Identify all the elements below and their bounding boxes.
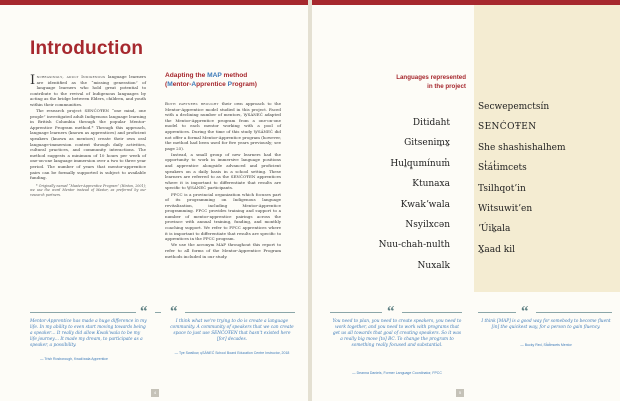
intro-column xyxy=(30,74,146,198)
language-name: Ditidaht xyxy=(412,118,450,128)
quote-rule xyxy=(185,312,295,313)
language-name: Kwakʼwala xyxy=(400,199,450,210)
map-paragraph-1 xyxy=(165,101,281,151)
quote-rule xyxy=(536,312,612,313)
quote-mark-icon: “ xyxy=(521,304,529,320)
subhead-text: pprentice xyxy=(196,80,228,88)
language-list-1 xyxy=(330,113,450,276)
map-paragraph-2: Instead, a small group of new learners had the opportunity to work in immersive language positions and apprentice alongside advanced and proficient speakers on a daily basis in a school setting. These learners are referred to as the SENĆOŦEN apprentices where it is important to differentiate that results are specific to W̱SÁNEĆ participants. xyxy=(165,151,281,191)
language-name: ʼÚiḵala xyxy=(478,224,511,235)
quote-attribution: — Tye Swallow, ųSÁNEĆ School Board Education Centre Instructor, 2018 xyxy=(174,351,290,355)
language-name: She shashishalhem xyxy=(478,142,566,153)
map-text-1: their own approach to the Mentor-Apprentice model studied in this project. Faced with a declining number of mentors, W̱SÁNEĆ adapted the Mentor-Apprentice program from a one-on-one model to each mentor working with a pool of apprentices. During the time of this study W̱SÁNEĆ did not offer a formal Mentor-Apprentice program (however, the method had been used for five years previously; see page 25). xyxy=(165,101,281,151)
language-name: St̓át̓imcets xyxy=(478,163,527,174)
pull-quote: You need to plan, you need to create speakers, you need to work together, and you need to work with programs that get us all towards that goal of creating speakers. So it was a really big move [to] BC. To change the program to something really focused and substantial. xyxy=(332,319,462,349)
subhead-text: Adapting the xyxy=(165,72,208,79)
map-paragraph-4: We use the acronym MAP throughout this report to refer to all forms of the Mentor-Apprentice Program methods included in our study. xyxy=(165,242,281,259)
language-name: Tsilhqot’in xyxy=(478,183,526,194)
language-name: Gitsenim̱x̱ xyxy=(404,138,450,149)
language-name: Nsyilxcən xyxy=(405,219,450,230)
page-number: 4 xyxy=(151,389,159,397)
subhead-text: method xyxy=(221,72,248,79)
map-method-column xyxy=(165,101,281,260)
intro-text-1: language learners are identified as the “missing generation” of language learners who hold great potential to contribute to the revival of Indigenous languages by acting as the bridge between Elders, children, and youth within their communities. xyxy=(30,74,147,107)
footnote: * Originally named “Master-Apprentice Program” (Hinton, 2001); we use the word Mentor instead of Master, as preferred by our research partners. xyxy=(30,183,146,197)
languages-heading-line-1: Languages represented xyxy=(396,74,466,81)
pull-quote: Mentor-Apprentice has made a huge difference in my life. In my ability to even start moving towards being a speaker… It really did allow Kwak'wala to be my life journey… It made my dream, to participate as a speaker, a possibility. xyxy=(30,319,147,349)
language-name: Nuu-chah-nulth xyxy=(378,240,450,251)
page-number: 5 xyxy=(456,389,464,397)
pull-quote: I think [MAP] is a good way for somebody to become fluent [in] the quickest way, for a person to gain fluency. xyxy=(481,319,611,331)
quote-rule xyxy=(402,312,462,313)
subhead-text: entor- xyxy=(172,80,192,88)
subhead-paren: ( xyxy=(165,80,168,88)
intro-paragraph-2: The research project SENĆOŦEN “one mind, one people” investigated adult Indigenous language learning in British Columbia through the popular Mentor-Apprentice Program method.* Through this approach, language learners (known as apprentices) and proficient speakers (known as mentors) create their own oral language-immersion context through daily activities, cultural practices, and community interactions. The method suggests a minimum of 10 hours per week of one-on-one language immersion over a two to three year period. The number of years that mentor-apprentice pairs can be formally supported is subject to available funding. xyxy=(30,108,146,181)
intro-paragraph-1 xyxy=(30,74,146,108)
pull-quote: I think what we're trying to do is create a language community. A community of speakers that we can create space to just use SENĆOŦEN that hasn't existed here [for] decades. xyxy=(170,319,294,343)
language-name: SENĆOŦEN xyxy=(478,122,537,133)
language-name: Secwepemctsín xyxy=(478,102,550,112)
quote-attribution: — Deanna Daniels, Former Language Coordinator, FPCC xyxy=(352,371,442,375)
subhead-text: rogram xyxy=(232,80,255,88)
subhead-map-acronym: MAP xyxy=(207,72,222,79)
quote-rule xyxy=(478,312,516,313)
top-accent-bar-left xyxy=(0,0,308,5)
language-name: Huḻq̱umínum̓ xyxy=(390,158,450,169)
lead-in-smallcaps: Both partners brought xyxy=(165,101,219,106)
language-name: Witsuwit’en xyxy=(478,203,533,214)
quote-attribution: — Trish Rosborough, Kwak'wala Apprentice xyxy=(40,357,108,361)
drop-cap: I xyxy=(30,73,36,88)
subhead-initial: P xyxy=(227,80,233,88)
quote-mark-icon: “ xyxy=(387,304,395,320)
section-subheading xyxy=(165,72,295,89)
subhead-paren: ) xyxy=(254,80,257,88)
languages-heading-line-2: in the project xyxy=(427,82,466,90)
language-list-2 xyxy=(478,97,613,260)
quote-rule xyxy=(30,312,136,313)
lead-in-smallcaps: ncreasingly, adult Indigenous xyxy=(36,74,106,79)
quote-rule xyxy=(330,312,382,313)
quote-mark-icon: “ xyxy=(170,304,178,320)
subhead-initial: M xyxy=(167,80,173,88)
languages-heading xyxy=(330,74,466,91)
subhead-initial: A xyxy=(191,80,197,88)
page-title: Introduction xyxy=(30,38,144,59)
language-name: X̱aad kil xyxy=(478,244,515,255)
map-paragraph-3: FPCC is a provincial organization which focuses part of its programming on Indigenous language revitalization, including Mentor-Apprentice programming. FPCC provides training and support to a number of mentor-apprentice pairings across the province with annual training, funding, and monthly coaching support. We refer to FPCC apprentices where it is important to differentiate that results are specific to apprentices in the FPCC program. xyxy=(165,191,281,242)
language-name: Ktunaxa xyxy=(412,179,450,190)
quote-rule xyxy=(155,312,161,313)
language-name: Nuxalk xyxy=(417,260,450,271)
quote-mark-icon: “ xyxy=(140,304,148,320)
quote-attribution: — Bucky Red, St̓át̓imcets Mentor xyxy=(520,343,572,347)
